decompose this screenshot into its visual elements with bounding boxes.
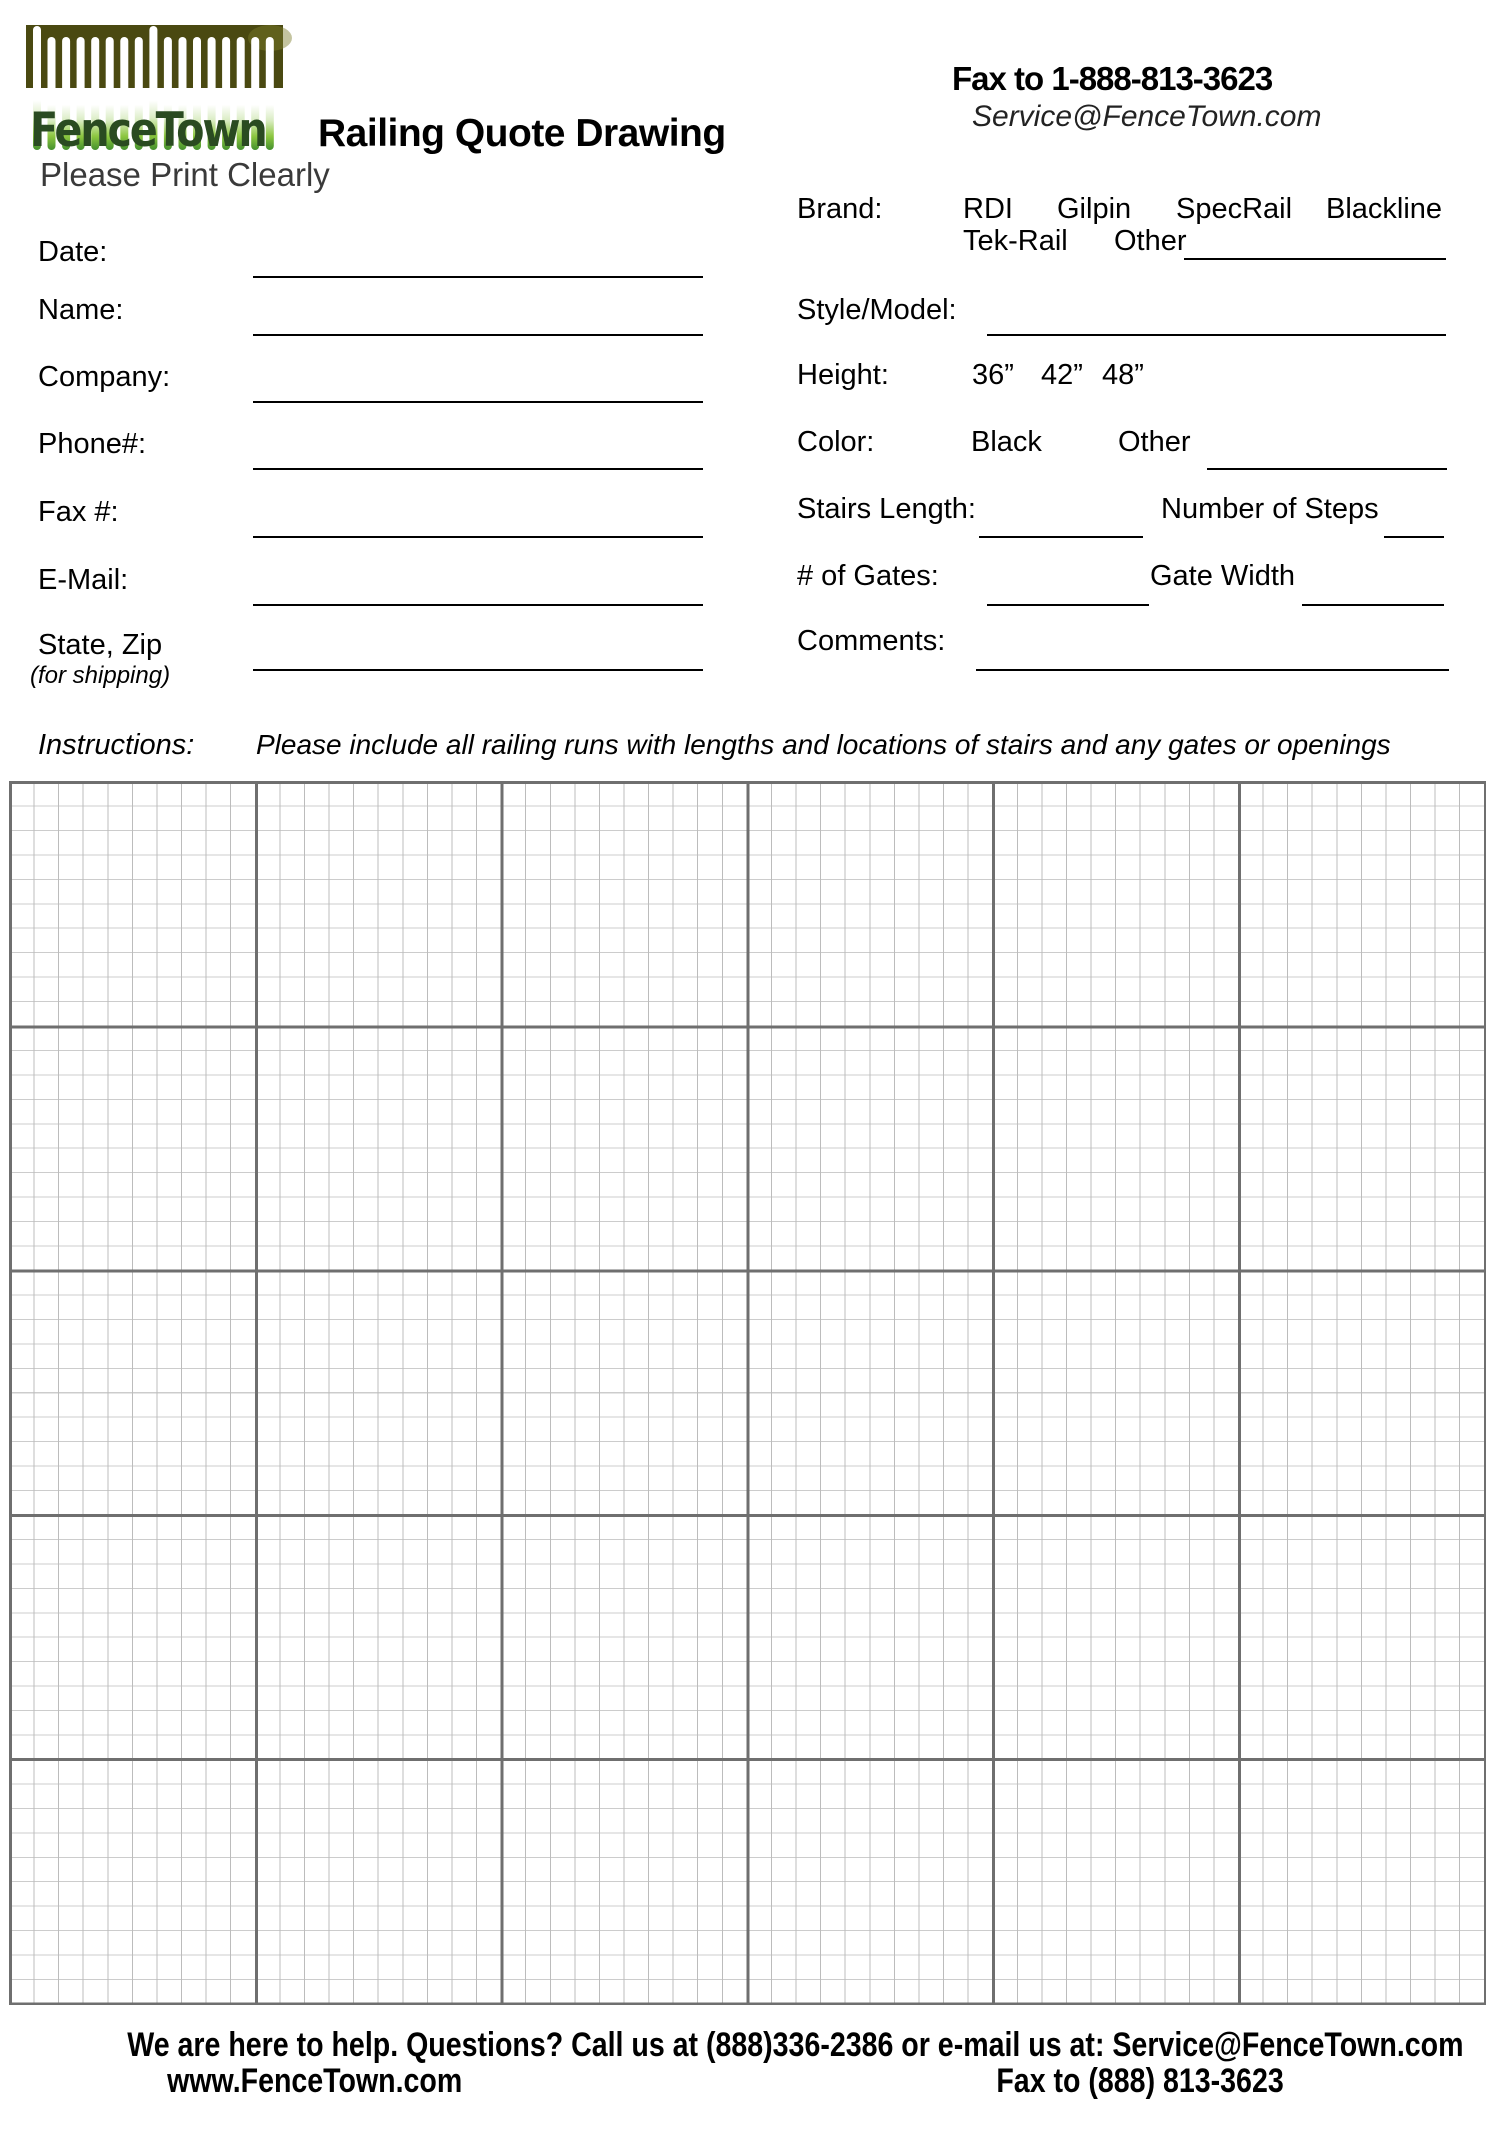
brand-option-rdi[interactable]: RDI xyxy=(963,193,1013,225)
phone-label: Phone#: xyxy=(38,428,147,460)
brand-option-tekrail[interactable]: Tek-Rail xyxy=(963,225,1068,257)
gates-label: # of Gates: xyxy=(797,560,939,592)
page-title: Railing Quote Drawing xyxy=(318,112,726,155)
brand-option-blackline[interactable]: Blackline xyxy=(1326,193,1443,225)
stairs-length-line[interactable] xyxy=(979,536,1143,538)
phone-line[interactable] xyxy=(253,468,703,470)
footer-help-text: We are here to help. Questions? Call us at (888)336-2386 or e-mail us at: Service@FenceTown.com xyxy=(127,2026,1464,2064)
shipping-note: (for shipping) xyxy=(30,662,171,689)
state-zip-line[interactable] xyxy=(253,669,703,671)
number-of-steps-label: Number of Steps xyxy=(1161,493,1379,525)
name-line[interactable] xyxy=(253,334,703,336)
gates-line[interactable] xyxy=(987,604,1149,606)
comments-line[interactable] xyxy=(976,669,1449,671)
footer-help-line xyxy=(0,2026,1500,2065)
fax-label: Fax #: xyxy=(38,496,119,528)
height-option-36[interactable]: 36” xyxy=(972,359,1014,391)
fax-number-header: Fax to 1-888-813-3623 xyxy=(952,60,1273,97)
print-clearly-note: Please Print Clearly xyxy=(40,156,330,193)
date-line[interactable] xyxy=(253,276,703,278)
footer-website-text: www.FenceTown.com xyxy=(167,2062,463,2100)
style-model-line[interactable] xyxy=(987,334,1446,336)
brand-other-line[interactable] xyxy=(1184,258,1446,260)
color-other-line[interactable] xyxy=(1207,468,1447,470)
height-option-42[interactable]: 42” xyxy=(1041,359,1083,391)
color-other-label[interactable]: Other xyxy=(1118,426,1191,458)
brand-label: Brand: xyxy=(797,193,883,225)
email-label: E-Mail: xyxy=(38,564,129,596)
style-model-label: Style/Model: xyxy=(797,294,957,326)
instructions-text: Please include all railing runs with lengths and locations of stairs and any gates or openings xyxy=(256,729,1391,760)
brand-option-specrail[interactable]: SpecRail xyxy=(1176,193,1293,225)
stairs-length-label: Stairs Length: xyxy=(797,493,976,525)
footer-fax xyxy=(890,2062,1390,2101)
company-line[interactable] xyxy=(253,401,703,403)
drawing-grid-paper[interactable] xyxy=(9,781,1486,2005)
gate-width-label: Gate Width xyxy=(1150,560,1296,592)
number-of-steps-line[interactable] xyxy=(1384,536,1444,538)
brand-other-label[interactable]: Other xyxy=(1114,225,1187,257)
state-zip-label: State, Zip xyxy=(38,629,163,661)
name-label: Name: xyxy=(38,294,124,326)
height-option-48[interactable]: 48” xyxy=(1102,359,1144,391)
gate-width-line[interactable] xyxy=(1302,604,1444,606)
date-label: Date: xyxy=(38,236,108,268)
brand-wordmark: FenceTown xyxy=(30,103,266,158)
email-line[interactable] xyxy=(253,604,703,606)
service-email-header: Service@FenceTown.com xyxy=(972,100,1322,133)
fax-line[interactable] xyxy=(253,536,703,538)
brand-option-gilpin[interactable]: Gilpin xyxy=(1057,193,1132,225)
company-label: Company: xyxy=(38,361,171,393)
comments-label: Comments: xyxy=(797,625,946,657)
height-label: Height: xyxy=(797,359,889,391)
color-option-black[interactable]: Black xyxy=(971,426,1042,458)
footer-fax-text: Fax to (888) 813-3623 xyxy=(996,2062,1284,2100)
color-label: Color: xyxy=(797,426,875,458)
instructions-label: Instructions: xyxy=(38,729,195,761)
footer-website xyxy=(65,2062,565,2101)
